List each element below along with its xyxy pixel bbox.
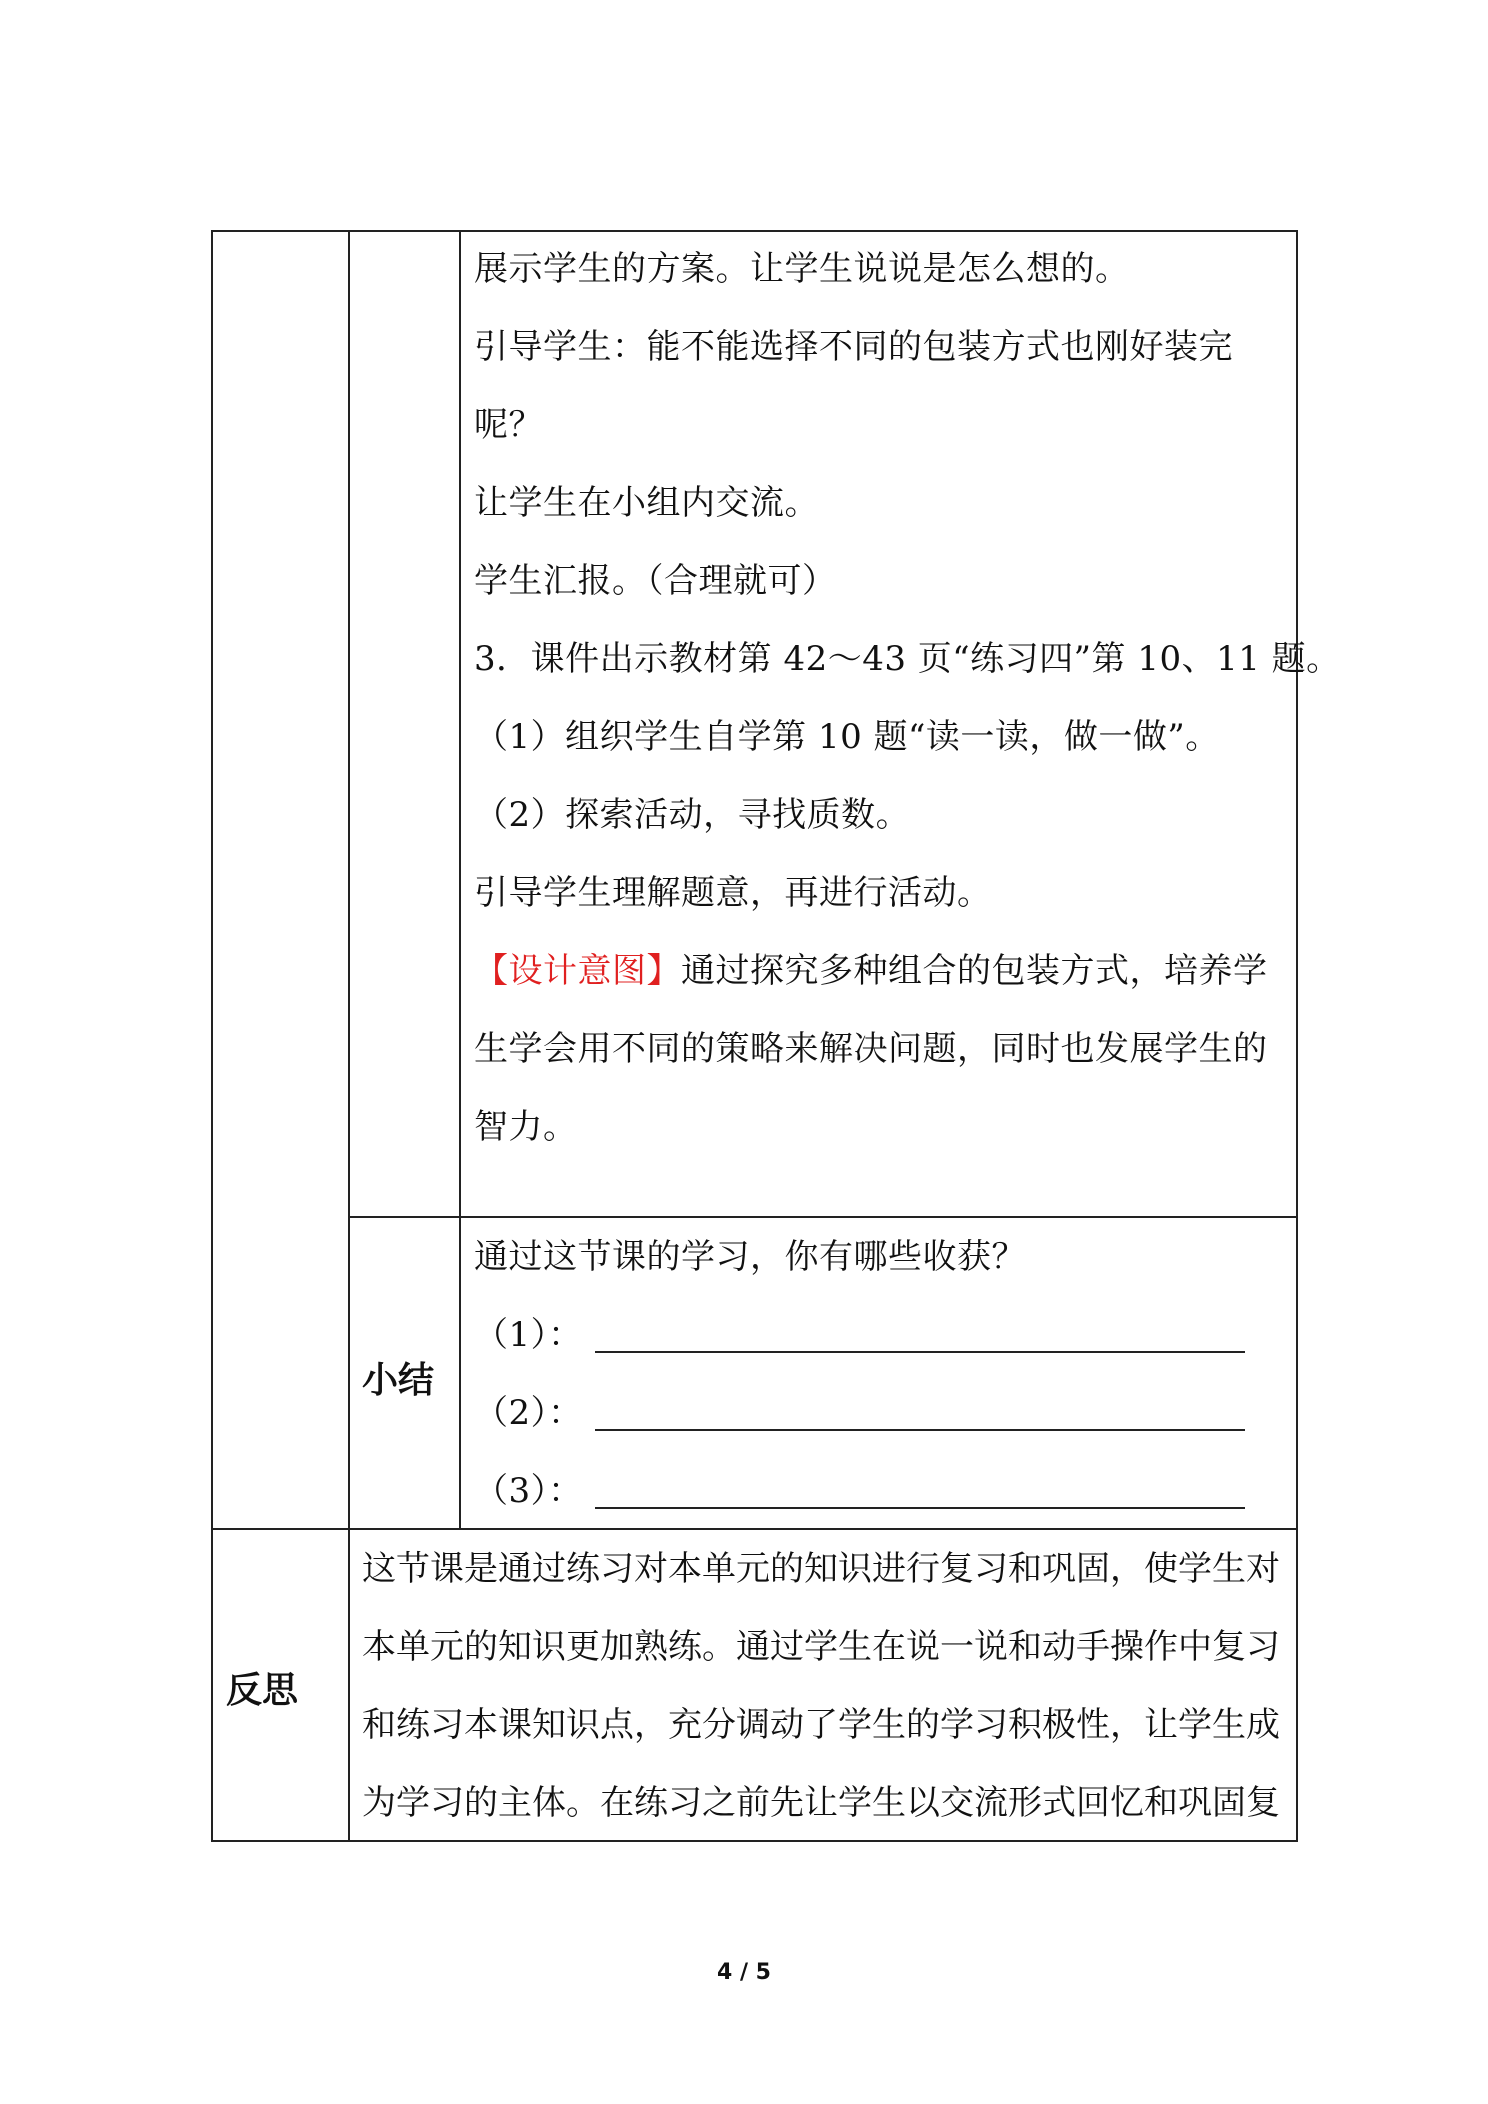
design-intent-line-1 <box>474 932 1341 1010</box>
summary-content <box>474 1218 1245 1530</box>
answer-blank-line[interactable] <box>595 1399 1245 1431</box>
content-line: 让学生在小组内交流。 <box>474 483 819 523</box>
reflection-label: 反思 <box>226 1670 299 1711</box>
summary-item-1 <box>474 1296 1245 1374</box>
page-number: 4 / 5 <box>717 1960 771 1985</box>
reflection-line: 和练习本课知识点，充分调动了学生的学习积极性，让学生成 <box>362 1705 1280 1745</box>
summary-item-2 <box>474 1374 1245 1452</box>
design-intent-text: 通过探究多种组合的包装方式，培养学 <box>681 951 1268 991</box>
summary-item-3 <box>474 1452 1245 1530</box>
content-line: 呢？ <box>474 405 543 445</box>
content-line: 引导学生：能不能选择不同的包装方式也刚好装完 <box>474 327 1233 367</box>
table-col-divider-1 <box>348 230 350 1842</box>
answer-blank-line[interactable] <box>595 1477 1245 1509</box>
reflection-line: 为学习的主体。在练习之前先让学生以交流形式回忆和巩固复 <box>362 1783 1280 1823</box>
content-line: 3．课件出示教材第 42～43 页“练习四”第 10、11 题。 <box>474 639 1341 679</box>
reflection-line: 这节课是通过练习对本单元的知识进行复习和巩固，使学生对 <box>362 1549 1280 1589</box>
content-line: （1）组织学生自学第 10 题“读一读，做一做”。 <box>474 717 1220 757</box>
content-line: 学生汇报。（合理就可） <box>474 561 837 601</box>
table-col-divider-2 <box>459 230 461 1530</box>
design-intent-tag: 【设计意图】 <box>474 951 681 991</box>
summary-item-label: （2）： <box>474 1393 583 1433</box>
reflection-line: 本单元的知识更加熟练。通过学生在说一说和动手操作中复习 <box>362 1627 1280 1667</box>
summary-item-label: （3）： <box>474 1471 583 1511</box>
answer-blank-line[interactable] <box>595 1321 1245 1353</box>
content-line: （2）探索活动，寻找质数。 <box>474 795 911 835</box>
summary-question: 通过这节课的学习，你有哪些收获？ <box>474 1237 1026 1277</box>
summary-item-label: （1）： <box>474 1315 583 1355</box>
design-intent-line: 智力。 <box>474 1107 578 1147</box>
table-left-border <box>211 230 213 1842</box>
activity-content <box>474 230 1341 1166</box>
summary-label: 小结 <box>362 1360 435 1401</box>
design-intent-line: 生学会用不同的策略来解决问题，同时也发展学生的 <box>474 1029 1268 1069</box>
content-line: 展示学生的方案。让学生说说是怎么想的。 <box>474 249 1130 289</box>
reflection-content <box>362 1530 1280 1842</box>
content-line: 引导学生理解题意，再进行活动。 <box>474 873 992 913</box>
